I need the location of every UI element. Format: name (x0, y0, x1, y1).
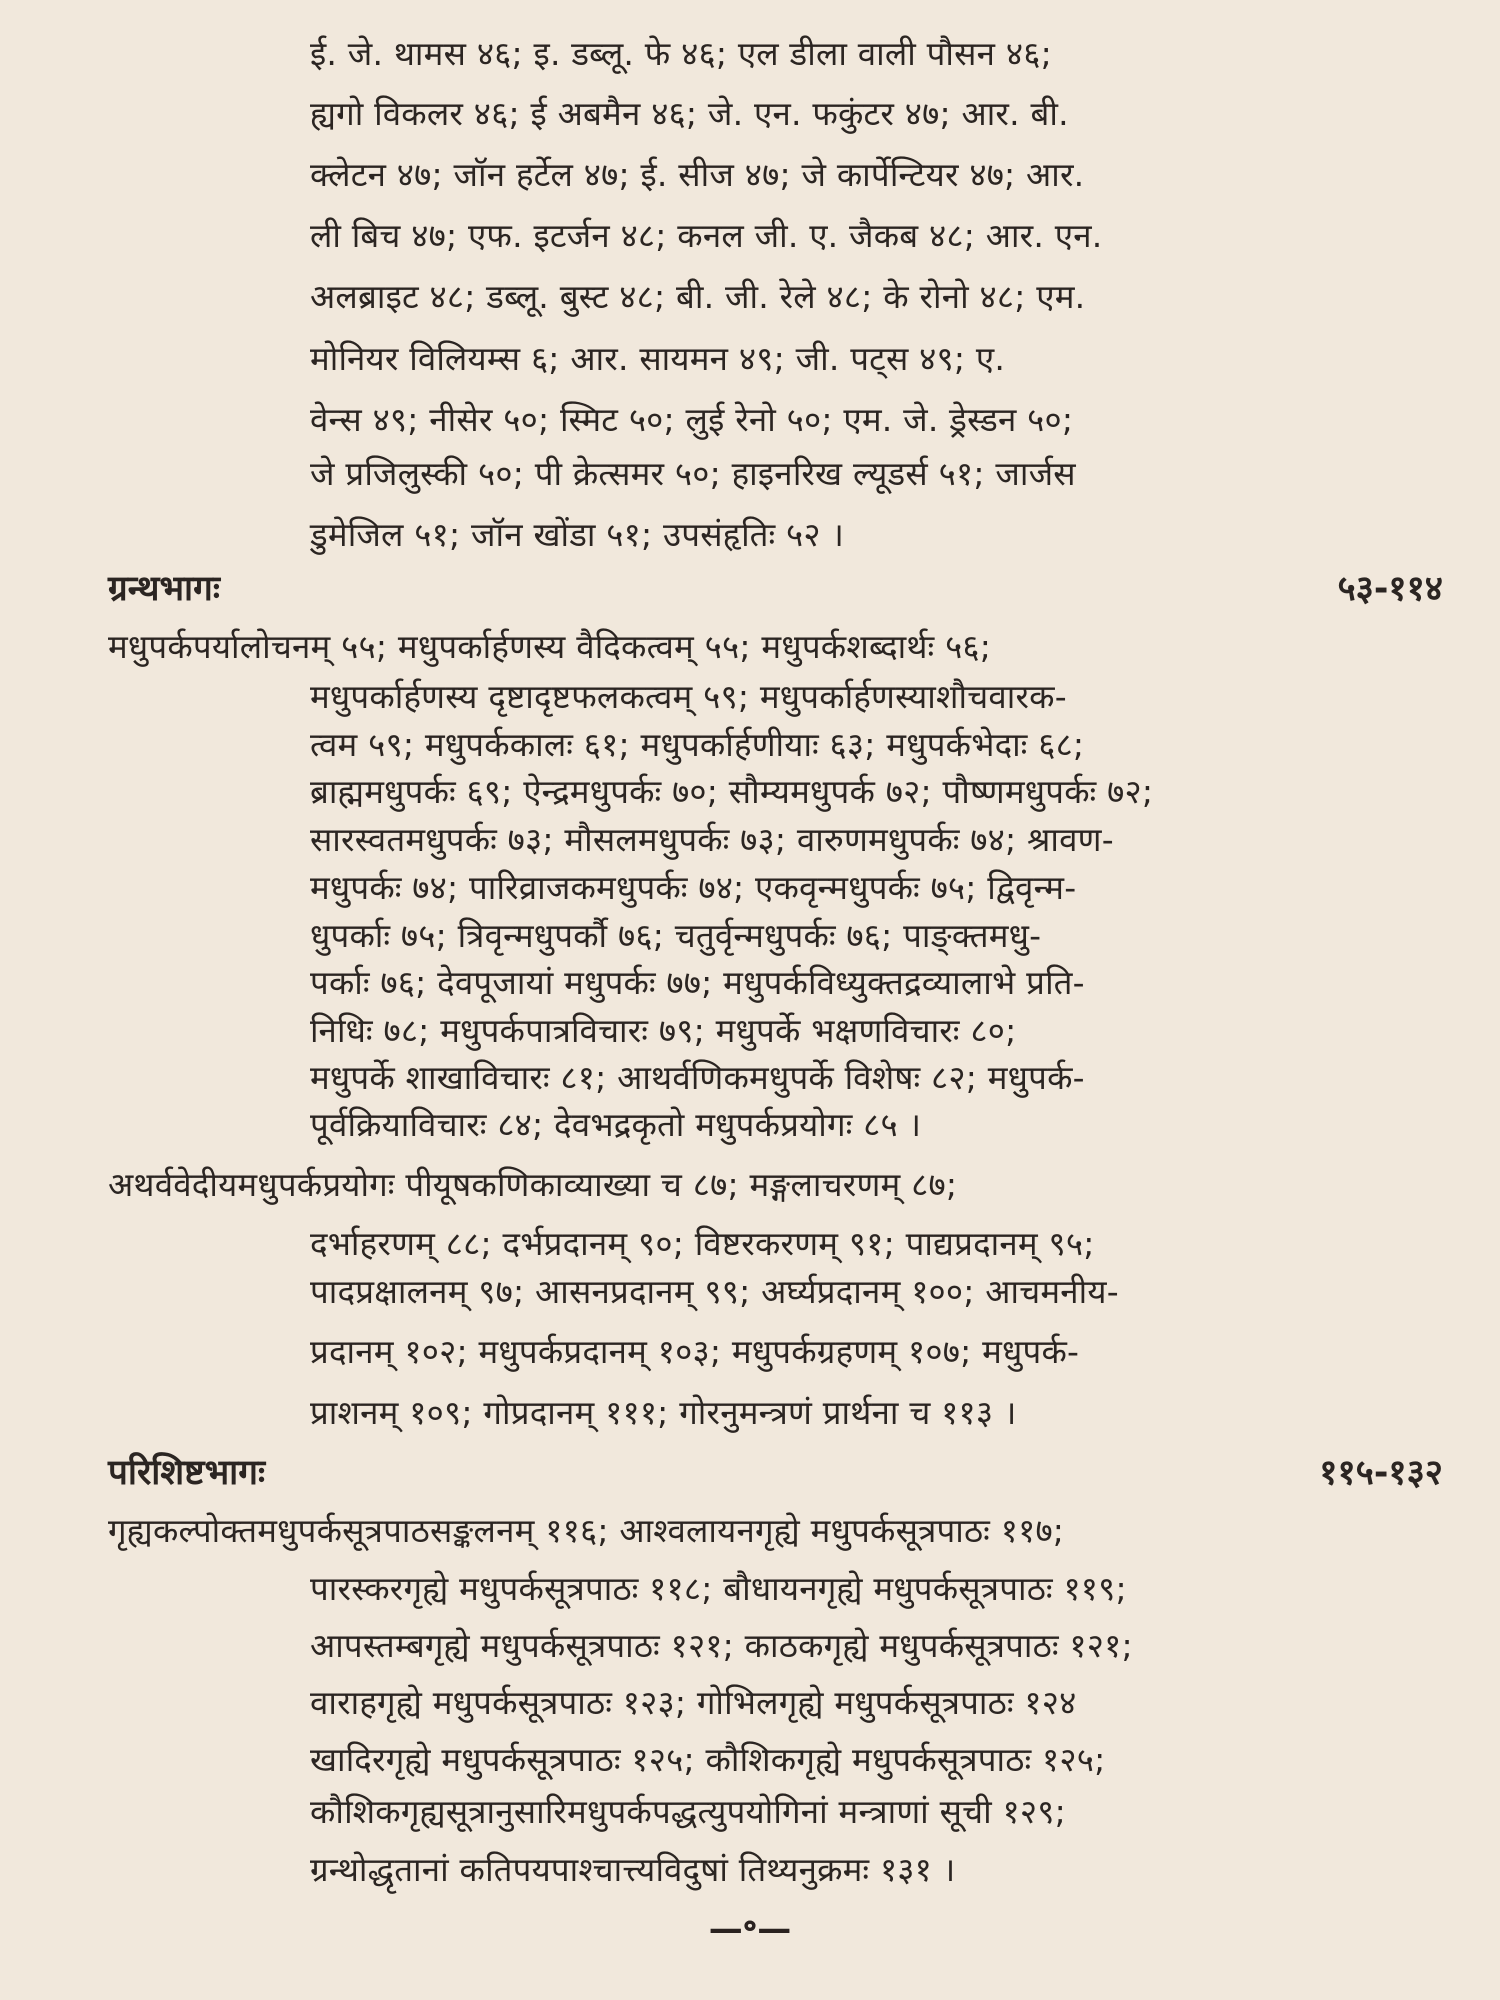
section-title: ग्रन्थभागः (108, 569, 220, 609)
text-line: क्लेटन ४७; जॉन हर्टेल ४७; ई. सीज ४७; जे कार्पेन्टियर ४७; आर. (310, 155, 1085, 194)
text-line: गृह्यकल्पोक्तमधुपर्कसूत्रपाठसङ्कलनम् ११६; आश्वलायनगृह्ये मधुपर्कसूत्रपाठः ११७; (108, 1511, 1065, 1550)
text-line: मधुपर्कार्हणस्य दृष्टादृष्टफलकत्वम् ५९; मधुपर्कार्हणस्याशौचवारक- (310, 677, 1067, 716)
section-title: परिशिष्टभागः (108, 1453, 266, 1493)
text-line: जे प्रजिलुस्की ५०; पी क्रेत्समर ५०; हाइनरिख ल्यूडर्स ५१; जार्जस (310, 454, 1076, 493)
text-line: मधुपर्के शाखाविचारः ८१; आथर्वणिकमधुपर्के विशेषः ८२; मधुपर्क- (310, 1058, 1085, 1097)
text-line: ई. जे. थामस ४६; इ. डब्लू. फे ४६; एल डीला वाली पौसन ४६; (310, 34, 1052, 73)
text-line: ह्यगो विकलर ४६; ई अबमैन ४६; जे. एन. फकुंटर ४७; आर. बी. (310, 94, 1069, 133)
text-line: निधिः ७८; मधुपर्कपात्रविचारः ७९; मधुपर्के भक्षणविचारः ८०; (310, 1011, 1017, 1050)
text-line: डुमेजिल ५१; जॉन खोंडा ५१; उपसंहृतिः ५२ । (310, 515, 845, 554)
text-line: ग्रन्थोद्धृतानां कतिपयपाश्चात्त्यविदुषां तिथ्यनुक्रमः १३१ । (310, 1850, 956, 1889)
section-heading (108, 1450, 1443, 1496)
text-line: कौशिकगृह्यसूत्रानुसारिमधुपर्कपद्धत्युपयोगिनां मन्त्राणां सूची १२९; (310, 1792, 1066, 1831)
text-line: पादप्रक्षालनम् ९७; आसनप्रदानम् ९९; अर्घ्यप्रदानम् १००; आचमनीय- (310, 1272, 1119, 1311)
text-line: पर्काः ७६; देवपूजायां मधुपर्कः ७७; मधुपर्कविध्युक्तद्रव्यालाभे प्रति- (310, 963, 1085, 1002)
text-line: धुपर्काः ७५; त्रिवृन्मधुपर्कौ ७६; चतुर्वृन्मधुपर्कः ७६; पाङ्क्तमधु- (310, 916, 1042, 955)
text-line: वेन्स ४९; नीसेर ५०; स्मिट ५०; लुई रेनो ५०; एम. जे. ड्रेस्डन ५०; (310, 400, 1074, 439)
text-line: अथर्ववेदीयमधुपर्कप्रयोगः पीयूषकणिकाव्याख्या च ८७; मङ्गलाचरणम् ८७; (108, 1165, 958, 1204)
text-line: ब्राह्ममधुपर्कः ६९; ऐन्द्रमधुपर्कः ७०; सौम्यमधुपर्क ७२; पौष्णमधुपर्कः ७२; (310, 772, 1154, 811)
text-line: पूर्वक्रियाविचारः ८४; देवभद्रकृतो मधुपर्कप्रयोगः ८५ । (310, 1105, 922, 1144)
text-line: पारस्करगृह्ये मधुपर्कसूत्रपाठः ११८; बौधायनगृह्ये मधुपर्कसूत्रपाठः ११९; (310, 1569, 1127, 1608)
text-line: दर्भाहरणम् ८८; दर्भप्रदानम् ९०; विष्टरकरणम् ९१; पाद्यप्रदानम् ९५; (310, 1224, 1095, 1263)
text-line: आपस्तम्बगृह्ये मधुपर्कसूत्रपाठः १२१; काठकगृह्ये मधुपर्कसूत्रपाठः १२१; (310, 1626, 1133, 1665)
text-line: प्रदानम् १०२; मधुपर्कप्रदानम् १०३; मधुपर्कग्रहणम् १०७; मधुपर्क- (310, 1332, 1080, 1371)
text-line: मोनियर विलियम्स ६; आर. सायमन ४९; जी. पट्स ४९; ए. (310, 339, 1006, 378)
text-line: मधुपर्कः ७४; पारिव्राजकमधुपर्कः ७४; एकवृन्मधुपर्कः ७५; द्विवृन्म- (310, 868, 1077, 907)
page-range: ५३-११४ (1337, 569, 1443, 609)
text-line: अलब्राइट ४८; डब्लू. बुस्ट ४८; बी. जी. रेले ४८; के रोनो ४८; एम. (310, 277, 1086, 316)
text-line: त्वम ५९; मधुपर्ककालः ६१; मधुपर्कार्हणीयाः ६३; मधुपर्कभेदाः ६८; (310, 725, 1085, 764)
text-line: प्राशनम् १०९; गोप्रदानम् १११; गोरनुमन्त्रणं प्रार्थना च ११३ । (310, 1393, 1017, 1432)
text-line: खादिरगृह्ये मधुपर्कसूत्रपाठः १२५; कौशिकगृह्ये मधुपर्कसूत्रपाठः १२५; (310, 1740, 1106, 1779)
footer-ornament: —॰— (708, 1909, 792, 1949)
section-heading (108, 566, 1443, 612)
text-line: वाराहगृह्ये मधुपर्कसूत्रपाठः १२३; गोभिलगृह्ये मधुपर्कसूत्रपाठः १२४ (310, 1683, 1077, 1722)
text-line: मधुपर्कपर्यालोचनम् ५५; मधुपर्कार्हणस्य वैदिकत्वम् ५५; मधुपर्कशब्दार्थः ५६; (108, 627, 992, 666)
text-line: सारस्वतमधुपर्कः ७३; मौसलमधुपर्कः ७३; वारुणमधुपर्कः ७४; श्रावण- (310, 820, 1114, 859)
text-line: ली बिच ४७; एफ. इटर्जन ४८; कनल जी. ए. जैकब ४८; आर. एन. (310, 216, 1103, 255)
page-range: ११५-१३२ (1319, 1453, 1443, 1493)
